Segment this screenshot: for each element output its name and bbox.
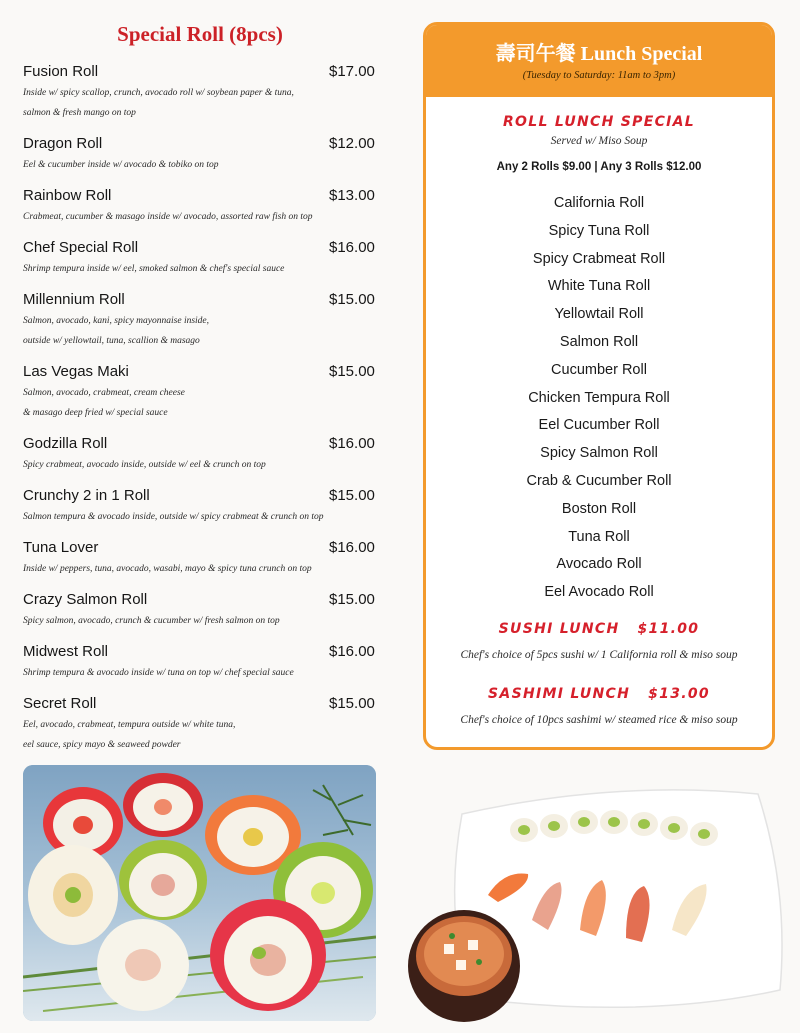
menu-item-price: $15.00 (329, 487, 375, 504)
sushi-lunch-price: $11.00 (637, 621, 700, 637)
menu-item-description: Inside w/ spicy scallop, crunch, avocado roll w/ soybean paper & tuna, (23, 88, 294, 98)
menu-item-name: Crunchy 2 in 1 Roll (23, 487, 150, 504)
roll-lunch-special-heading: ROLL LUNCH SPECIAL (502, 114, 696, 130)
sashimi-lunch-price: $13.00 (648, 686, 710, 702)
lunch-special-hours: (Tuesday to Saturday: 11am to 3pm) (522, 70, 676, 81)
menu-item-midwest-roll (23, 641, 378, 683)
menu-item-description: Salmon, avocado, crabmeat, cream cheese (23, 388, 185, 398)
lunch-roll-item: Eel Avocado Roll (544, 584, 654, 601)
menu-item-price: $15.00 (329, 291, 375, 308)
lunch-roll-item: Spicy Crabmeat Roll (532, 250, 666, 267)
sashimi-lunch-title: SASHIMI LUNCH (488, 686, 631, 702)
menu-item-price: $12.00 (329, 135, 375, 152)
lunch-roll-item: Boston Roll (561, 500, 637, 517)
lunch-roll-item: Cucumber Roll (551, 361, 647, 378)
lunch-roll-item: Spicy Tuna Roll (548, 222, 650, 239)
menu-item-name: Crazy Salmon Roll (23, 591, 148, 608)
menu-item-price: $16.00 (329, 643, 375, 660)
menu-item-name: Godzilla Roll (23, 435, 108, 452)
menu-item-description: Spicy salmon, avocado, crunch & cucumber w/ fresh salmon on top (23, 616, 280, 626)
menu-item-name: Midwest Roll (23, 643, 109, 660)
menu-item-description: eel sauce, spicy mayo & seaweed powder (23, 740, 181, 750)
sushi-plate-illustration (404, 770, 800, 1033)
lunch-roll-item: Tuna Roll (568, 528, 630, 545)
menu-item-description: Shrimp tempura inside w/ eel, smoked salmon & chef's special sauce (23, 264, 285, 274)
sushi-lunch-heading (426, 621, 772, 637)
menu-item-price: $16.00 (329, 435, 375, 452)
lunch-roll-item: Avocado Roll (556, 556, 642, 573)
menu-item-name: Secret Roll (23, 695, 97, 712)
sashimi-lunch-description: Chef's choice of 10pcs sashimi w/ steamed rice & miso soup (460, 714, 738, 726)
lunch-special-panel (423, 22, 775, 750)
lunch-roll-item: Chicken Tempura Roll (528, 389, 670, 406)
sushi-rolls-photo (23, 765, 376, 1021)
lunch-roll-item: Yellowtail Roll (554, 306, 644, 323)
lunch-special-title: 壽司午餐 Lunch Special (495, 43, 703, 65)
menu-item-fusion-roll (23, 61, 378, 123)
special-roll-section (0, 0, 400, 760)
lunch-roll-item: Salmon Roll (559, 333, 639, 350)
lunch-special-header (426, 25, 772, 97)
sashimi-lunch-heading (426, 686, 772, 702)
menu-item-name: Millennium Roll (23, 291, 125, 308)
menu-item-dragon-roll (23, 133, 378, 175)
roll-lunch-served-note: Served w/ Miso Soup (550, 135, 648, 147)
menu-item-name: Fusion Roll (23, 63, 99, 80)
menu-item-chef-special-roll (23, 237, 378, 279)
menu-item-name: Tuna Lover (23, 539, 99, 556)
menu-item-crazy-salmon-roll (23, 589, 378, 631)
menu-item-price: $17.00 (329, 63, 375, 80)
menu-item-description: Crabmeat, cucumber & masago inside w/ avocado, assorted raw fish on top (23, 212, 313, 222)
menu-item-description: Shrimp tempura & avocado inside w/ tuna on top w/ chef special sauce (23, 668, 294, 678)
menu-item-name: Dragon Roll (23, 135, 103, 152)
lunch-roll-item: White Tuna Roll (547, 278, 651, 295)
roll-lunch-pricing: Any 2 Rolls $9.00 | Any 3 Rolls $12.00 (496, 161, 702, 173)
menu-item-description: Salmon tempura & avocado inside, outside w/ spicy crabmeat & crunch on top (23, 512, 324, 522)
sushi-rolls-illustration (23, 765, 376, 1021)
menu-item-name: Las Vegas Maki (23, 363, 129, 380)
menu-item-price: $13.00 (329, 187, 375, 204)
menu-item-tuna-lover (23, 537, 378, 579)
menu-item-description: Eel, avocado, crabmeat, tempura outside w/ white tuna, (23, 720, 236, 730)
menu-item-crunchy-2-in-1-roll (23, 485, 378, 527)
menu-item-las-vegas-maki (23, 361, 378, 423)
menu-item-price: $15.00 (329, 591, 375, 608)
special-roll-title: Special Roll (8pcs) (117, 22, 283, 46)
menu-item-description: salmon & fresh mango on top (23, 108, 136, 118)
menu-item-millennium-roll (23, 289, 378, 351)
menu-item-price: $16.00 (329, 239, 375, 256)
sushi-lunch-title: SUSHI LUNCH (498, 621, 620, 637)
lunch-roll-item: California Roll (553, 195, 645, 211)
lunch-roll-list (426, 191, 772, 608)
menu-item-description: Eel & cucumber inside w/ avocado & tobiko on top (23, 160, 219, 170)
lunch-roll-item: Crab & Cucumber Roll (526, 472, 672, 489)
menu-item-price: $15.00 (329, 695, 375, 712)
lunch-roll-item: Spicy Salmon Roll (540, 445, 658, 462)
sushi-lunch-description: Chef's choice of 5pcs sushi w/ 1 California roll & miso soup (460, 649, 738, 661)
menu-item-description: & masago deep fried w/ special sauce (23, 408, 168, 418)
menu-item-description: Salmon, avocado, kani, spicy mayonnaise inside, (23, 316, 210, 326)
menu-item-description: Spicy crabmeat, avocado inside, outside w/ eel & crunch on top (23, 460, 266, 470)
menu-item-name: Rainbow Roll (23, 187, 112, 204)
menu-item-rainbow-roll (23, 185, 378, 227)
menu-item-price: $16.00 (329, 539, 375, 556)
sushi-plate-photo (404, 770, 800, 1033)
lunch-roll-item: Eel Cucumber Roll (538, 417, 660, 434)
menu-item-secret-roll (23, 693, 378, 755)
menu-item-description: outside w/ yellowtail, tuna, scallion & masago (23, 336, 200, 346)
menu-item-name: Chef Special Roll (23, 239, 139, 256)
menu-item-godzilla-roll (23, 433, 378, 475)
menu-item-price: $15.00 (329, 363, 375, 380)
menu-item-description: Inside w/ peppers, tuna, avocado, wasabi, mayo & spicy tuna crunch on top (23, 564, 312, 574)
